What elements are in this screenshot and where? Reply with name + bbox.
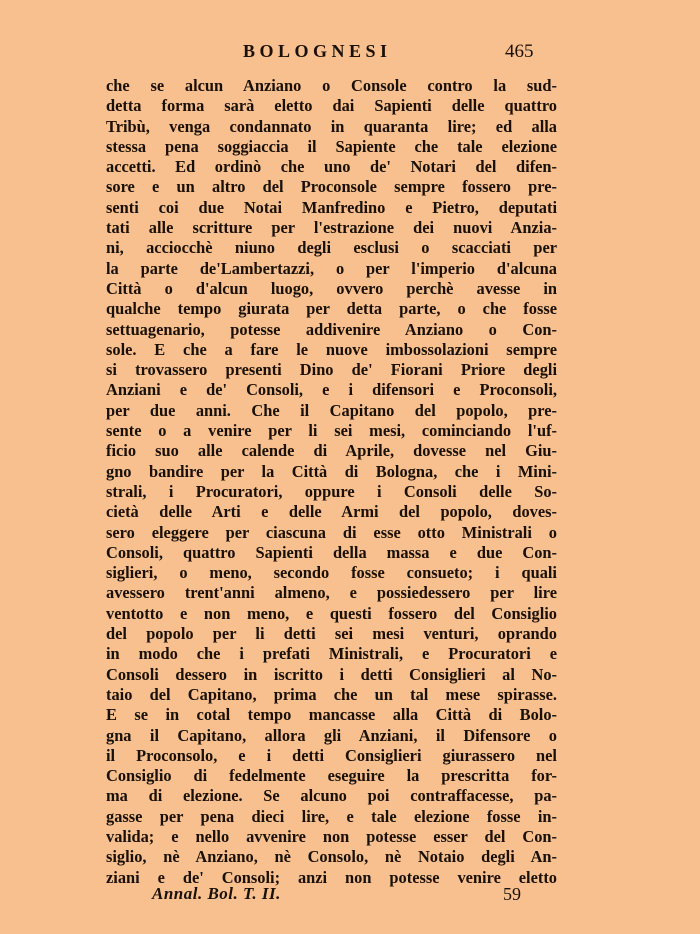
text-line: sole. E che a fare le nuove imbossolazioni sempre — [106, 339, 557, 359]
text-line: gno bandire per la Città di Bologna, che i Mini- — [106, 461, 557, 481]
text-line: gasse per pena dieci lire, e tale elezione fosse in- — [106, 806, 557, 826]
text-line: sore e un altro del Proconsole sempre fossero pre- — [106, 177, 557, 197]
signature-mark: Annal. Bol. T. II. — [152, 884, 281, 903]
signature-number: 59 — [503, 884, 521, 904]
text-line: la parte de'Lambertazzi, o per l'imperio d'alcuna — [106, 258, 557, 278]
text-line: strali, i Procuratori, oppure i Consoli delle So- — [106, 481, 557, 501]
body-text — [106, 76, 557, 888]
text-line: si trovassero presenti Dino de' Fiorani Priore degli — [106, 360, 557, 380]
text-line: E se in cotal tempo mancasse alla Città di Bolo- — [106, 705, 557, 725]
text-line: tati alle scritture per l'estrazione dei nuovi Anzia- — [106, 218, 557, 238]
text-line: Anziani e de' Consoli, e i difensori e Proconsoli, — [106, 380, 557, 400]
running-head — [0, 41, 700, 65]
text-line: qualche tempo giurata per detta parte, o che fosse — [106, 299, 557, 319]
text-line: per due anni. Che il Capitano del popolo, pre- — [106, 400, 557, 420]
text-line: avessero trent'anni almeno, e possiedessero per lire — [106, 583, 557, 603]
text-line: ziani e de' Consoli; anzi non potesse venire eletto — [106, 867, 557, 887]
text-line: ficio suo alle calende di Aprile, dovesse nel Giu- — [106, 441, 557, 461]
running-title: BOLOGNESI — [243, 41, 392, 61]
text-line: del popolo per li detti sei mesi venturi, oprando — [106, 624, 557, 644]
text-line: taio del Capitano, prima che un tal mese spirasse. — [106, 684, 557, 704]
text-line: stessa pena soggiaccia il Sapiente che tale elezione — [106, 136, 557, 156]
text-line: valida; e nello avvenire non potesse esser del Con- — [106, 826, 557, 846]
text-line: siglieri, o meno, secondo fosse consueto; i quali — [106, 563, 557, 583]
page-number: 465 — [505, 41, 534, 62]
text-line: gna il Capitano, allora gli Anziani, il Difensore o — [106, 725, 557, 745]
text-line: sero eleggere per ciascuna di esse otto Ministrali o — [106, 522, 557, 542]
text-line: Città o d'alcun luogo, ovvero perchè avesse in — [106, 278, 557, 298]
text-line: cietà delle Arti e delle Armi del popolo, doves- — [106, 502, 557, 522]
text-line: Tribù, venga condannato in quaranta lire; ed alla — [106, 116, 557, 136]
text-line: settuagenario, potesse addivenire Anziano o Con- — [106, 319, 557, 339]
text-line: ventotto e non meno, e questi fossero del Consiglio — [106, 603, 557, 623]
text-line: ni, acciocchè niuno degli esclusi o scacciati per — [106, 238, 557, 258]
text-line: detta forma sarà eletto dai Sapienti delle quattro — [106, 96, 557, 116]
text-line: senti coi due Notai Manfredino e Pietro, deputati — [106, 197, 557, 217]
text-line: in modo che i prefati Ministrali, e Procuratori e — [106, 644, 557, 664]
text-line: sente o a venire per li sei mesi, cominciando l'uf- — [106, 421, 557, 441]
text-line: accetti. Ed ordinò che uno de' Notari del difen- — [106, 157, 557, 177]
text-line: Consoli dessero in iscritto i detti Consiglieri al No- — [106, 664, 557, 684]
page-footer — [0, 884, 700, 908]
text-line: che se alcun Anziano o Console contro la sud- — [106, 76, 557, 95]
text-line: Consiglio di fedelmente eseguire la prescritta for- — [106, 766, 557, 786]
text-line: il Proconsolo, e i detti Consiglieri giurassero nel — [106, 745, 557, 765]
text-line: Consoli, quattro Sapienti della massa e due Con- — [106, 542, 557, 562]
text-line: siglio, nè Anziano, nè Consolo, nè Notaio degli An- — [106, 847, 557, 867]
text-line: ma di elezione. Se alcuno poi contraffacesse, pa- — [106, 786, 557, 806]
